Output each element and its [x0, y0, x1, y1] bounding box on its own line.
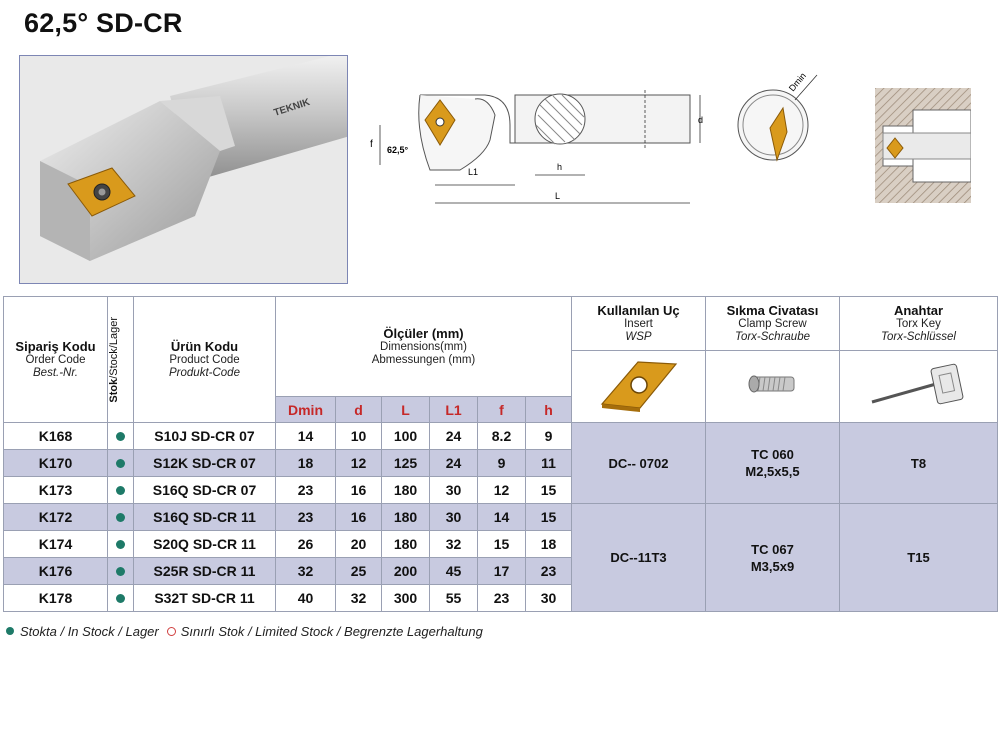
in-stock-dot	[116, 513, 125, 522]
insert-code: DC-- 0702	[572, 423, 706, 504]
product-code: S16Q SD-CR 07	[134, 477, 276, 504]
h-value: 30	[526, 585, 572, 612]
f-value: 15	[478, 531, 526, 558]
stock-status	[108, 531, 134, 558]
l-value: 180	[382, 504, 430, 531]
l1-value: 45	[430, 558, 478, 585]
order-code: K173	[4, 477, 108, 504]
h-value: 9	[526, 423, 572, 450]
l-value: 300	[382, 585, 430, 612]
l-value: 180	[382, 477, 430, 504]
stock-status	[108, 477, 134, 504]
dim-col-l: L	[382, 397, 430, 423]
l-value: 125	[382, 450, 430, 477]
limited-stock-legend-text: Sınırlı Stok / Limited Stock / Begrenzte Lagerhaltung	[180, 624, 483, 639]
d-value: 16	[336, 504, 382, 531]
l1-value: 24	[430, 450, 478, 477]
in-stock-dot	[116, 594, 125, 603]
dmin-value: 23	[276, 477, 336, 504]
l-label: L	[555, 191, 561, 201]
product-photo	[19, 55, 348, 284]
order-code: K176	[4, 558, 108, 585]
l1-label: L1	[468, 167, 479, 177]
h-value: 23	[526, 558, 572, 585]
in-stock-dot	[116, 432, 125, 441]
dim-col-h: h	[526, 397, 572, 423]
in-stock-dot	[116, 459, 125, 468]
product-code: S25R SD-CR 11	[134, 558, 276, 585]
h-value: 18	[526, 531, 572, 558]
limited-stock-legend-circle	[167, 627, 176, 636]
d-value: 20	[336, 531, 382, 558]
d-value: 25	[336, 558, 382, 585]
d-value: 12	[336, 450, 382, 477]
l-value: 100	[382, 423, 430, 450]
brand-mark: TEKNIK	[272, 96, 312, 119]
stock-status	[108, 423, 134, 450]
product-code: S16Q SD-CR 11	[134, 504, 276, 531]
page-title: 62,5° SD-CR	[24, 8, 183, 38]
torx-key: T15	[840, 504, 998, 612]
in-stock-legend-text: Stokta / In Stock / Lager	[20, 624, 159, 639]
dim-col-d: d	[336, 397, 382, 423]
stock-header: Stok/Stock/Lager	[108, 297, 134, 423]
l1-value: 55	[430, 585, 478, 612]
torx-key: T8	[840, 423, 998, 504]
order-code: K168	[4, 423, 108, 450]
order-code-header: Sipariş Kodu Order Code Best.-Nr.	[4, 297, 108, 423]
screw-image-cell	[706, 351, 840, 423]
dmin-value: 18	[276, 450, 336, 477]
table-row	[4, 423, 998, 450]
key-header: Anahtar Torx Key Torx-Schlüssel	[840, 297, 998, 351]
in-stock-dot	[116, 486, 125, 495]
f-value: 9	[478, 450, 526, 477]
f-value: 23	[478, 585, 526, 612]
dmin-value: 14	[276, 423, 336, 450]
workpiece-section	[875, 88, 971, 203]
in-stock-legend-dot	[6, 627, 14, 635]
in-stock-dot	[116, 567, 125, 576]
insert-icon	[594, 352, 684, 416]
d-value: 32	[336, 585, 382, 612]
dmin-value: 40	[276, 585, 336, 612]
technical-drawing	[360, 75, 710, 215]
h-value: 15	[526, 504, 572, 531]
stock-status	[108, 450, 134, 477]
dmin-value: 32	[276, 558, 336, 585]
dmin-value: 26	[276, 531, 336, 558]
d-value: 10	[336, 423, 382, 450]
h-label: h	[557, 162, 563, 172]
torx-key-icon	[864, 354, 974, 414]
product-spec-table	[3, 296, 998, 612]
dmin-label: Dmin	[786, 70, 809, 94]
screw-icon	[738, 359, 808, 409]
dmin-value: 23	[276, 504, 336, 531]
h-value: 11	[526, 450, 572, 477]
d-value: 16	[336, 477, 382, 504]
table-row	[4, 504, 998, 531]
angle-label: 62,5°	[387, 145, 409, 155]
product-code: S12K SD-CR 07	[134, 450, 276, 477]
d-label: d	[698, 115, 704, 125]
dim-col-f: f	[478, 397, 526, 423]
f-label: f	[370, 139, 373, 150]
boring-bar-illustration	[20, 56, 347, 283]
dim-col-dmin: Dmin	[276, 397, 336, 423]
product-code: S32T SD-CR 11	[134, 585, 276, 612]
screw-header: Sıkma Civatası Clamp Screw Torx-Schraube	[706, 297, 840, 351]
in-stock-dot	[116, 540, 125, 549]
order-code: K178	[4, 585, 108, 612]
l1-value: 30	[430, 477, 478, 504]
key-image-cell	[840, 351, 998, 423]
dimensions-header: Ölçüler (mm) Dimensions(mm) Abmessungen (mm)	[276, 297, 572, 397]
stock-legend	[6, 624, 483, 639]
l1-value: 32	[430, 531, 478, 558]
order-code: K172	[4, 504, 108, 531]
l-value: 180	[382, 531, 430, 558]
stock-status	[108, 558, 134, 585]
l1-value: 30	[430, 504, 478, 531]
insert-image-cell	[572, 351, 706, 423]
f-value: 8.2	[478, 423, 526, 450]
clamp-screw: TC 060 M2,5x5,5	[706, 423, 840, 504]
bore-cross-section	[735, 70, 825, 170]
insert-header: Kullanılan Uç Insert WSP	[572, 297, 706, 351]
stock-status	[108, 504, 134, 531]
product-code: S20Q SD-CR 11	[134, 531, 276, 558]
stock-status	[108, 585, 134, 612]
h-value: 15	[526, 477, 572, 504]
dim-col-l1: L1	[430, 397, 478, 423]
f-value: 14	[478, 504, 526, 531]
clamp-screw: TC 067 M3,5x9	[706, 504, 840, 612]
l1-value: 24	[430, 423, 478, 450]
order-code: K170	[4, 450, 108, 477]
order-code: K174	[4, 531, 108, 558]
product-code-header: Ürün Kodu Product Code Produkt-Code	[134, 297, 276, 423]
product-code: S10J SD-CR 07	[134, 423, 276, 450]
insert-code: DC--11T3	[572, 504, 706, 612]
f-value: 17	[478, 558, 526, 585]
l-value: 200	[382, 558, 430, 585]
f-value: 12	[478, 477, 526, 504]
